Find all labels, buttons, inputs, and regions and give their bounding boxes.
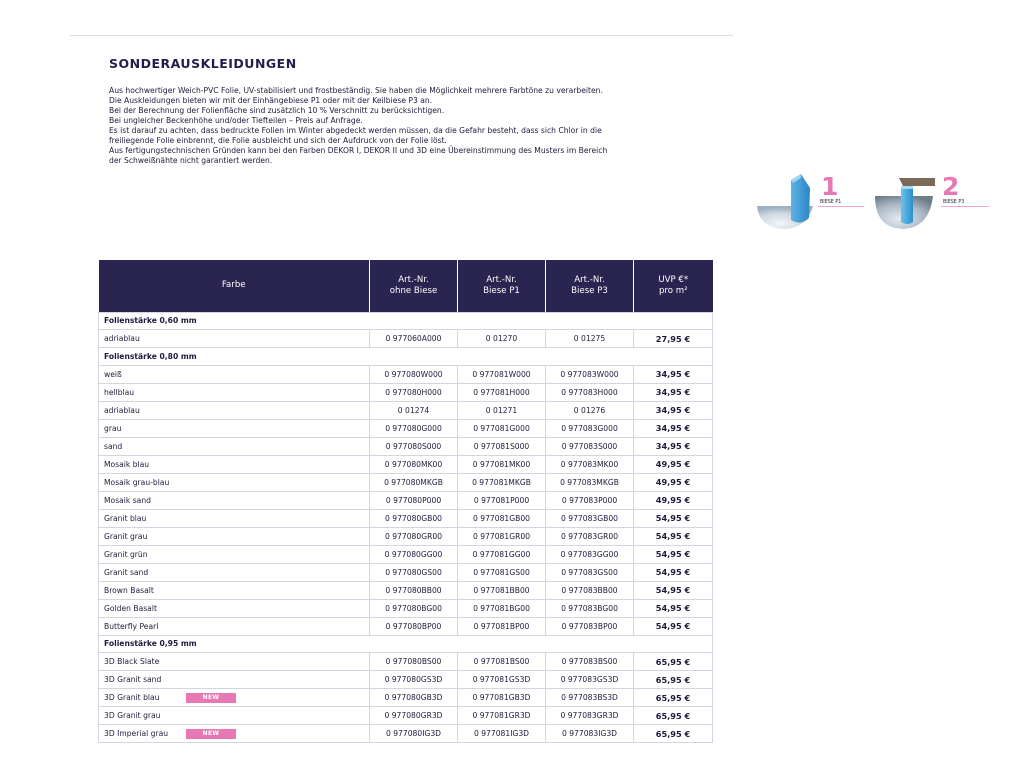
header-art-nr-biese-p3: Art.-Nr. Biese P3 [546,260,634,312]
cell-farbe [99,563,370,581]
cell-art-nr-biese-p1: 0 977081MKGB [458,473,546,491]
cell-farbe [99,383,370,401]
new-badge: NEW [186,693,236,703]
cell-art-nr-biese-p1: 0 977081IG3D [458,725,546,743]
biese-p1-label: BIESE P1 [820,200,842,205]
cell-price: 54,95 € [634,527,713,545]
new-badge: NEW [186,729,236,739]
cell-art-nr-biese-p1: 0 01271 [458,401,546,419]
intro-line: der Schweißnähte nicht garantiert werden. [109,156,273,166]
cell-farbe [99,527,370,545]
header-art-nr-biese-p1: Art.-Nr. Biese P1 [458,260,546,312]
table-row [99,707,713,725]
top-divider [70,35,733,36]
table-row [99,545,713,563]
biese-p1-number: 1 [821,172,839,201]
table-row [99,330,713,348]
color-name: grau [104,423,122,433]
table-row [99,509,713,527]
cell-art-nr-biese-p1: 0 977081G000 [458,419,546,437]
cell-farbe [99,419,370,437]
color-name: Granit blau [104,513,147,523]
table-row [99,671,713,689]
cell-price: 65,95 € [634,689,713,707]
table-row [99,419,713,437]
color-name: Mosaik grau-blau [104,477,170,487]
table-row [99,725,713,743]
intro-line: Es ist darauf zu achten, dass bedruckte Folien im Winter abgedeckt werden müssen, da die Gefahr besteht, dass sich Chlor in die [109,126,602,136]
cell-art-nr-biese-p1: 0 977081GB00 [458,509,546,527]
table-row [99,689,713,707]
cell-price: 65,95 € [634,653,713,671]
color-name: 3D Granit blau [104,693,160,703]
cell-farbe [99,671,370,689]
cell-farbe [99,401,370,419]
biese-p3-number: 2 [942,172,960,201]
cell-price: 34,95 € [634,383,713,401]
cell-price: 27,95 € [634,330,713,348]
cell-art-nr-biese-p1: 0 977081GG00 [458,545,546,563]
cell-farbe [99,473,370,491]
cell-price: 34,95 € [634,365,713,383]
table-row [99,653,713,671]
color-name: 3D Imperial grau [104,729,169,739]
cell-price: 54,95 € [634,617,713,635]
color-name: Golden Basalt [104,603,157,613]
table-row [99,455,713,473]
price-table [98,260,713,743]
intro-line: freiliegende Folie einbrennt, die Folie ausbleicht und sich der Aufdruck von der Folie löst. [109,136,447,146]
section-title: Folienstärke 0,80 mm [99,348,713,366]
cell-art-nr-biese-p3: 0 977083G000 [546,419,634,437]
cell-price: 54,95 € [634,509,713,527]
cell-art-nr-ohne-biese: 0 977080BP00 [370,617,458,635]
cell-art-nr-biese-p1: 0 977081BB00 [458,581,546,599]
cell-art-nr-ohne-biese: 0 977080GR3D [370,707,458,725]
color-name: Granit sand [104,567,149,577]
cell-farbe [99,491,370,509]
table-row [99,401,713,419]
cell-farbe [99,653,370,671]
cell-art-nr-ohne-biese: 0 977080P000 [370,491,458,509]
cell-farbe [99,365,370,383]
page-title: SONDERAUSKLEIDUNGEN [109,56,297,71]
cell-farbe [99,617,370,635]
cell-farbe [99,545,370,563]
color-name: Butterfly Pearl [104,621,159,631]
cell-art-nr-ohne-biese: 0 977080GB00 [370,509,458,527]
color-name: adriablau [104,405,140,415]
cell-art-nr-ohne-biese: 0 977080H000 [370,383,458,401]
cell-art-nr-biese-p1: 0 977081P000 [458,491,546,509]
biese-p3-underline [941,206,989,207]
color-name: adriablau [104,334,140,344]
cell-art-nr-biese-p3: 0 977083GR3D [546,707,634,725]
cell-price: 34,95 € [634,401,713,419]
intro-line: Die Auskleidungen bieten wir mit der Einhängebiese P1 oder mit der Keilbiese P3 an. [109,96,433,106]
table-row [99,581,713,599]
section-row [99,635,713,653]
cell-price: 34,95 € [634,437,713,455]
cell-price: 65,95 € [634,671,713,689]
color-name: weiß [104,369,122,379]
cell-price: 49,95 € [634,473,713,491]
cell-art-nr-ohne-biese: 0 977080GB3D [370,689,458,707]
cell-price: 49,95 € [634,491,713,509]
table-row [99,383,713,401]
cell-art-nr-ohne-biese: 0 977080GG00 [370,545,458,563]
header-art-nr-ohne-biese: Art.-Nr. ohne Biese [370,260,458,312]
cell-art-nr-ohne-biese: 0 977060A000 [370,330,458,348]
cell-price: 54,95 € [634,581,713,599]
table-row [99,365,713,383]
section-row [99,312,713,330]
section-title: Folienstärke 0,60 mm [99,312,713,330]
header-farbe: Farbe [99,260,370,312]
table-row [99,599,713,617]
intro-line: Aus hochwertiger Weich-PVC Folie, UV-stabilisiert und frostbeständig. Sie haben die Möglichkeit mehrere Farbtöne zu verarbeiten. [109,86,603,95]
cell-art-nr-biese-p1: 0 977081W000 [458,365,546,383]
table-row [99,527,713,545]
section-row [99,348,713,366]
biese-p3-profile-icon [873,172,937,232]
cell-art-nr-biese-p3: 0 977083BS00 [546,653,634,671]
cell-art-nr-biese-p3: 0 977083GG00 [546,545,634,563]
cell-art-nr-ohne-biese: 0 977080S000 [370,437,458,455]
intro-line: Aus fertigungstechnischen Gründen kann bei den Farben DEKOR I, DEKOR II und 3D eine Übereinstimmung des Musters im Bereich [109,146,608,156]
cell-art-nr-biese-p3: 0 977083BP00 [546,617,634,635]
cell-art-nr-ohne-biese: 0 977080GR00 [370,527,458,545]
section-title: Folienstärke 0,95 mm [99,635,713,653]
cell-art-nr-biese-p3: 0 977083GR00 [546,527,634,545]
cell-art-nr-biese-p1: 0 977081GB3D [458,689,546,707]
table-row [99,437,713,455]
biese-p1-profile-icon [755,172,817,232]
cell-art-nr-biese-p1: 0 977081GR00 [458,527,546,545]
cell-art-nr-ohne-biese: 0 977080IG3D [370,725,458,743]
cell-art-nr-ohne-biese: 0 977080GS3D [370,671,458,689]
table-row [99,473,713,491]
color-name: sand [104,441,123,451]
color-name: Granit grau [104,531,148,541]
cell-art-nr-biese-p1: 0 977081H000 [458,383,546,401]
cell-art-nr-biese-p1: 0 977081GR3D [458,707,546,725]
cell-art-nr-ohne-biese: 0 977080BS00 [370,653,458,671]
cell-art-nr-biese-p3: 0 01276 [546,401,634,419]
header-uvp: UVP €* pro m² [634,260,713,312]
cell-art-nr-ohne-biese: 0 977080G000 [370,419,458,437]
cell-farbe [99,509,370,527]
cell-art-nr-biese-p3: 0 977083W000 [546,365,634,383]
cell-art-nr-biese-p3: 0 977083P000 [546,491,634,509]
cell-art-nr-biese-p3: 0 977083GS00 [546,563,634,581]
color-name: 3D Granit sand [104,675,162,685]
intro-line: Bei ungleicher Beckenhöhe und/oder Tiefteilen – Preis auf Anfrage. [109,116,363,126]
cell-price: 54,95 € [634,545,713,563]
table-body [99,312,713,743]
cell-art-nr-biese-p1: 0 977081GS00 [458,563,546,581]
cell-price: 65,95 € [634,725,713,743]
cell-art-nr-biese-p3: 0 977083BG00 [546,599,634,617]
cell-farbe [99,437,370,455]
color-name: Mosaik blau [104,459,150,469]
intro-line: Bei der Berechnung der Folienfläche sind zusätzlich 10 % Verschnitt zu berücksichtigen. [109,106,445,116]
cell-art-nr-biese-p1: 0 977081S000 [458,437,546,455]
color-name: Mosaik sand [104,495,151,505]
cell-art-nr-biese-p3: 0 977083BB00 [546,581,634,599]
cell-art-nr-biese-p3: 0 977083GB00 [546,509,634,527]
cell-art-nr-ohne-biese: 0 977080BG00 [370,599,458,617]
color-name: 3D Black Slate [104,657,160,667]
table-row [99,491,713,509]
cell-art-nr-biese-p3: 0 01275 [546,330,634,348]
cell-art-nr-biese-p3: 0 977083H000 [546,383,634,401]
cell-art-nr-biese-p3: 0 977083MK00 [546,455,634,473]
cell-art-nr-biese-p3: 0 977083BS3D [546,689,634,707]
cell-art-nr-ohne-biese: 0 977080MKGB [370,473,458,491]
color-name: Granit grün [104,549,148,559]
cell-art-nr-ohne-biese: 0 977080MK00 [370,455,458,473]
cell-farbe [99,707,370,725]
biese-p1-figure [755,172,865,232]
cell-farbe [99,581,370,599]
cell-price: 49,95 € [634,455,713,473]
cell-price: 65,95 € [634,707,713,725]
cell-farbe [99,689,370,707]
table-row [99,563,713,581]
color-name: hellblau [104,387,135,397]
biese-p3-label: BIESE P3 [943,200,965,205]
cell-art-nr-biese-p3: 0 977083IG3D [546,725,634,743]
intro-text [109,86,709,166]
cell-farbe [99,599,370,617]
cell-price: 54,95 € [634,563,713,581]
cell-price: 54,95 € [634,599,713,617]
cell-art-nr-biese-p1: 0 977081BS00 [458,653,546,671]
cell-art-nr-biese-p3: 0 977083S000 [546,437,634,455]
cell-farbe [99,725,370,743]
cell-art-nr-ohne-biese: 0 977080BB00 [370,581,458,599]
table-row [99,617,713,635]
color-name: Brown Basalt [104,585,154,595]
cell-art-nr-biese-p1: 0 977081GS3D [458,671,546,689]
cell-art-nr-ohne-biese: 0 01274 [370,401,458,419]
cell-art-nr-biese-p1: 0 01270 [458,330,546,348]
cell-farbe [99,330,370,348]
cell-art-nr-biese-p3: 0 977083MKGB [546,473,634,491]
biese-p1-underline [818,206,864,207]
biese-p3-figure [873,172,991,232]
cell-price: 34,95 € [634,419,713,437]
table-header-row [99,260,713,312]
cell-art-nr-biese-p1: 0 977081MK00 [458,455,546,473]
cell-art-nr-biese-p1: 0 977081BP00 [458,617,546,635]
cell-art-nr-ohne-biese: 0 977080GS00 [370,563,458,581]
cell-art-nr-biese-p3: 0 977083GS3D [546,671,634,689]
cell-farbe [99,455,370,473]
cell-art-nr-ohne-biese: 0 977080W000 [370,365,458,383]
color-name: 3D Granit grau [104,711,161,721]
cell-art-nr-biese-p1: 0 977081BG00 [458,599,546,617]
